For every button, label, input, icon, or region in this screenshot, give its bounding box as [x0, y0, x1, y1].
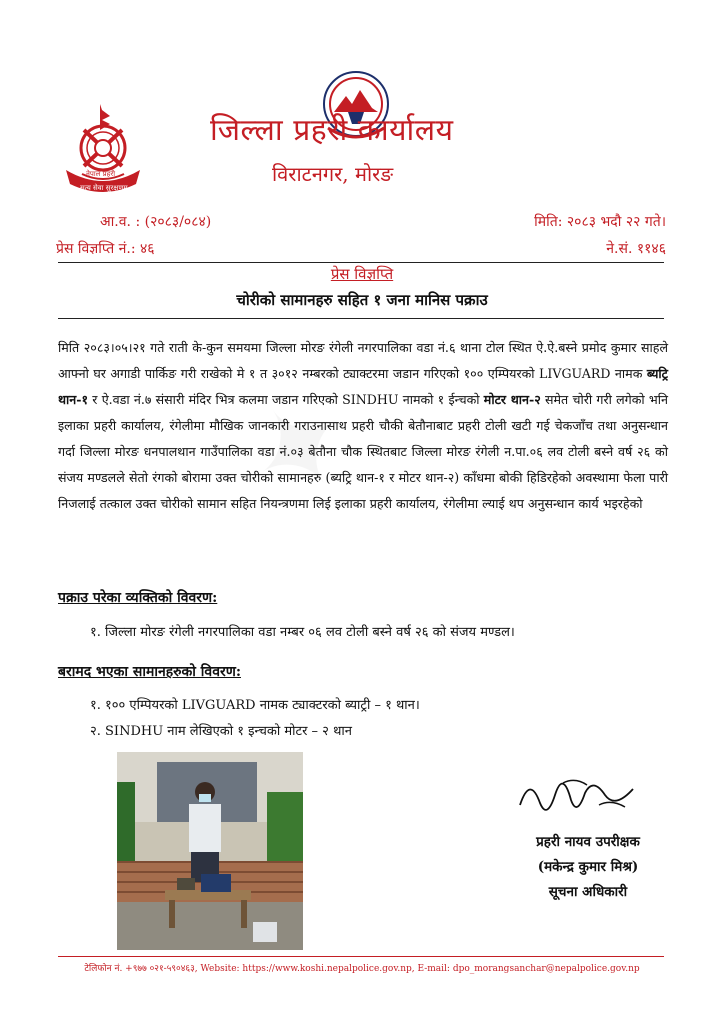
nepal-police-emblem-icon	[62, 100, 144, 196]
logo-left-text: नेपाल प्रहरी	[86, 170, 116, 178]
body-bold-motor: मोटर थान-२	[483, 392, 541, 407]
signatory-title: प्रहरी नायव उपरीक्षक	[536, 834, 640, 850]
recovered-heading: बरामद भएका सामानहरुको विवरण:	[58, 664, 241, 680]
signatory-name: (मकेन्द्र कुमार मिश्र)	[537, 859, 639, 875]
office-name: जिल्ला प्रहरी कार्यालय	[210, 113, 454, 148]
body-text-3: समेत चोरी गरी लगेको भनि इलाका प्रहरी कार्यालय, रंगेलीमा मौखिक जानकारी गराउनासाथ प्रहरी चौकी बेतौनाबाट प्रहरी टोली खटी गई चेकजाँच तथा अनुसन्धान गर्दा जिल्ला मोरङ धनपालथान गाउँपालिका वडा नं.०३ बेतौना चौक स्थितबाट जिल्ला मोरङ रंगेली न.पा.०६ लव टोली बस्ने वर्ष २६ को संजय मण्डलले सेतो रंगको बोरामा उक्त चोरीको सामानहरु (ब्यट्रि थान-१ र मोटर थान-२) काँधमा बोकी हिडिरहेको अवस्थामा फेला पारी निजलाई तत्काल उक्त चोरीको सामान सहित नियन्त्रणमा लिई इलाका प्रहरी कार्यालय, रंगेलीमा ल्याई थप अनुसन्धान कार्य भइरहेको	[58, 392, 668, 511]
body-text-1: मिति २०८३।०५।२१ गते राती के-कुन समयमा जिल्ला मोरङ रंगेली नगरपालिका वडा नं.६ थाना टोल स्थित ऐ.ऐ.बस्ने प्रमोद कुमार साहले आफ्नो घर अगाडी पार्किङ गरी राखेको मे १ त ३०१२ नम्बरको ट्याक्टरमा जडान गरिएको १०० एम्पियरको LIVGUARD नामक	[58, 340, 668, 381]
logo-left-motto: सत्य सेवा सुरक्षणम्	[80, 184, 128, 192]
body-bold-battery: ब्यट्रि थान-१	[58, 366, 668, 407]
arrested-item: १. जिल्ला मोरङ रंगेली नगरपालिका वडा नम्बर ०६ लव टोली बस्ने वर्ष २६ को संजय मण्डल।	[90, 625, 515, 640]
arrested-heading: पक्राउ परेका व्यक्तिको विवरण:	[58, 590, 218, 606]
press-release-number: प्रेस विज्ञप्ति नं.: ४६	[56, 241, 155, 257]
header-divider	[58, 262, 664, 263]
suspect-photo	[117, 752, 303, 950]
recovered-item: १. १०० एम्पियरको LIVGUARD नामक ट्याक्टरको ब्याट्री – १ थान।	[90, 698, 420, 713]
footer-contact: टेलिफोन नं. +९७७ ०२१-५९०४६३, Website: https://www.koshi.nepalpolice.gov.np, E-mail: dpo_morangsanchar@nepalpolice.gov.np	[84, 964, 640, 974]
fiscal-year: आ.व. : (२०८३/०८४)	[100, 214, 212, 230]
signatory-role: सूचना अधिकारी	[548, 884, 628, 900]
body-text-2: र ऐ.वडा नं.७ संसारी मंदिर भित्र कलमा जडान गरिएको SINDHU नामको १ ईन्चको	[88, 392, 484, 407]
office-location: विराटनगर, मोरङ	[272, 162, 394, 186]
body-paragraph	[58, 335, 668, 517]
recovered-item: २. SINDHU नाम लेखिएको १ इन्चको मोटर – २ थान	[90, 724, 352, 739]
signature	[515, 765, 645, 825]
headline-divider	[58, 318, 664, 319]
press-release-heading: प्रेस विज्ञप्ति	[330, 265, 394, 283]
release-date: मिति: २०८३ भदौ २२ गते।	[534, 214, 666, 230]
nepal-sambat-date: ने.सं. ११४६	[606, 241, 666, 257]
headline: चोरीको सामानहरु सहित १ जना मानिस पक्राउ	[236, 291, 488, 309]
footer-divider	[58, 956, 664, 957]
